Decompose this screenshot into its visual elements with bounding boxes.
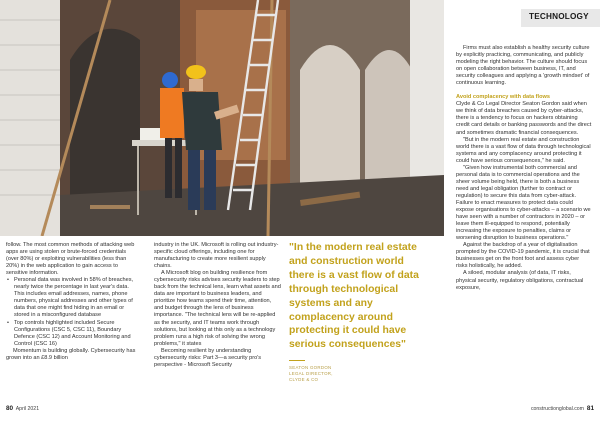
footer-right bbox=[531, 405, 594, 412]
paragraph: A siloed, modular analysis (of data, IT risks, physical security, regulatory obligations, contractual exposure, bbox=[456, 270, 584, 291]
attribution-name: SEATON GORDON bbox=[289, 365, 332, 371]
subheading: Avoid complacency with data flows bbox=[456, 94, 550, 101]
quote-attribution bbox=[289, 365, 429, 382]
pull-quote bbox=[289, 241, 429, 383]
paragraph: Firms must also establish a healthy security culture by explicitly practicing, communicating, and publicly modeling the right behavior. The culture should focus on open collaboration between business, IT, and security colleagues and applying a 'growth mindset' of continuous learning. bbox=[456, 45, 590, 87]
section-tag-label: TECHNOLOGY bbox=[529, 12, 589, 21]
issue-date: April 2021 bbox=[15, 406, 40, 412]
paragraph: Clyde & Co Legal Director Seaton Gordon said when we think of data breaches caused by cyber-attacks, there is a tendency to focus on hackers obtaining credit card details or banking passwords and the direct and sometimes dramatic financial consequences. bbox=[456, 101, 592, 136]
quote-divider bbox=[289, 360, 305, 361]
article-column-1 bbox=[6, 242, 136, 362]
paragraph: Becoming resilient by understanding cybersecurity risks: Part 3—a security pro's perspective - Microsoft Security bbox=[154, 347, 262, 368]
footer-left bbox=[6, 405, 39, 412]
page-number: 81 bbox=[586, 405, 594, 412]
paragraph: "Given how instrumental both commercial and personal data is to commercial operations and the sheer volume being held, there is both a business need and legal obligation (further to contract or regulation) to secure this data from cyber-attack. Failure to enact measures to protect data could expose organisations to cyber-attacks – a scenario we have seen with a number of contractors in 2020 – or leave them ill-equipped to respond, potentially increasing the exposure to penalties, claims or worsening disruption to business operations." bbox=[456, 164, 591, 242]
bullet-list bbox=[6, 277, 136, 347]
website: constructionglobal.com bbox=[530, 406, 584, 412]
page-number: 80 bbox=[6, 405, 14, 412]
hero-photo bbox=[0, 0, 444, 236]
list-item: • Personal data was involved in 58% of breaches, nearly twice the percentage in last year's data. This includes email addresses, names, phone numbers, physical addresses and other types of data that one might find hiding in an email or stored in a misconfigured database bbox=[14, 277, 136, 319]
pull-quote-text: "In the modern real estate and construction world there is a vast flow of data through technological systems and any complacency around protecting it could have serious consequences" bbox=[289, 242, 419, 351]
paragraph: "But in the modern real estate and construction world there is a vast flow of data through technological systems and any complacency around protecting it could have serious consequences," he said. bbox=[456, 136, 591, 164]
paragraph: follow. The most common methods of attacking web apps are using stolen or brute-forced credentials (over 80%) or exploiting vulnerabilities (less than 20%) in the web application to gain access to sensitive information. bbox=[6, 242, 135, 277]
article-column-2 bbox=[154, 242, 282, 369]
paragraph: Against the backdrop of a year of digitalisation prompted by the COVID-19 pandemic, it is crucial that businesses get on the front foot and assess cyber risks holistically, he added. bbox=[456, 242, 590, 270]
attribution-company: CLYDE & CO bbox=[289, 376, 319, 382]
paragraph: Momentum is building globally. Cybersecurity has grown into an £8.9 billion bbox=[6, 347, 136, 361]
section-tag bbox=[521, 9, 600, 27]
article-column-3 bbox=[456, 45, 592, 292]
list-item: • Top controls highlighted included Secure Configurations (CSC 5, CSC 11), Boundary Defence (CSC 12) and Account Monitoring and Control (CSC 16) bbox=[14, 320, 136, 348]
attribution-role: LEGAL DIRECTOR, bbox=[289, 371, 333, 377]
paragraph: industry in the UK. Microsoft is rolling out industry-specific cloud offerings, including one for manufacturing to create more resilient supply chains. bbox=[154, 242, 279, 270]
paragraph: A Microsoft blog on building resilience from cybersecurity risks advises security leaders to step back from the technical lens, learn what assets and data are important to business leaders, and prioritize how teams spend their time, attention, and budget through the lens of business importance. "The technical lens will be re-applied as the security, and IT teams work through solutions, but looking at this only as a technology problem runs a high risk of solving the wrong problems," it states bbox=[154, 270, 281, 347]
